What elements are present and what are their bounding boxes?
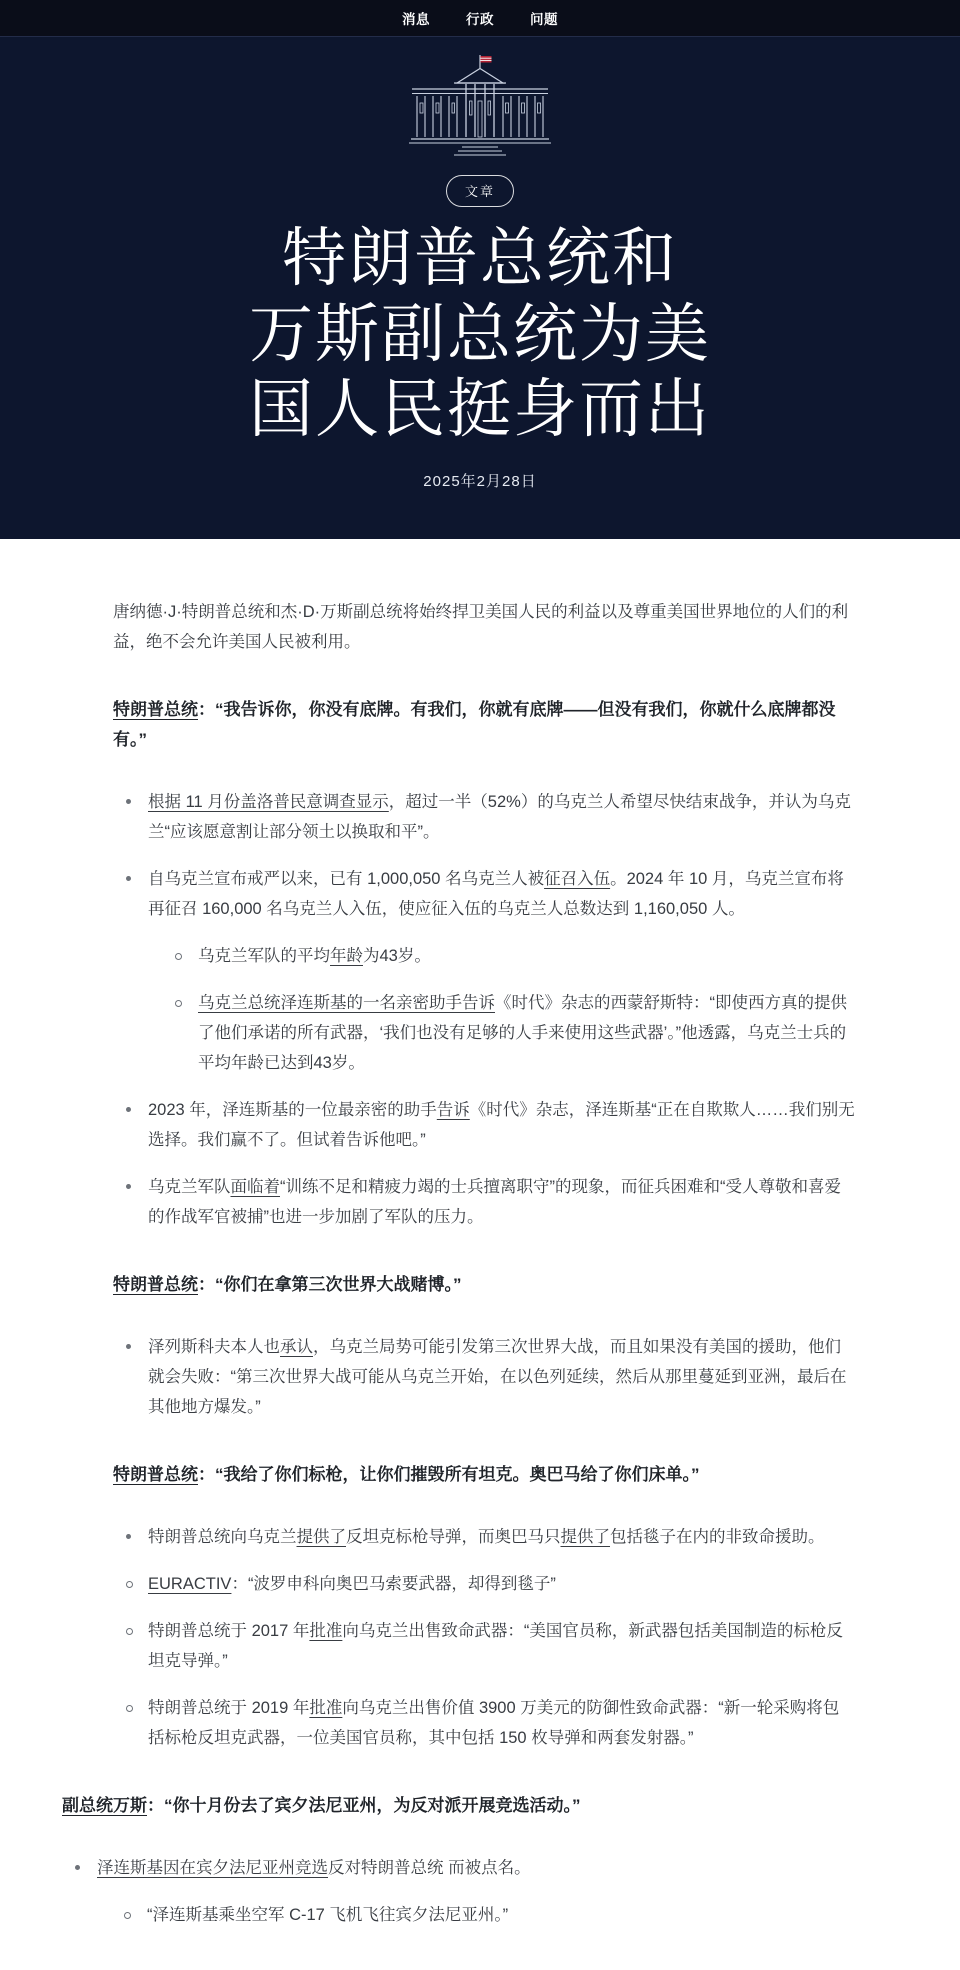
- section-heading: [113, 1460, 855, 1490]
- inline-link[interactable]: 提供了: [560, 1527, 610, 1546]
- text-segment: 乌克兰军队: [148, 1177, 231, 1196]
- heading-quote: ：“我告诉你，你没有底牌。有我们，你就有底牌——但没有我们，你就什么底牌都没有。”: [113, 699, 836, 749]
- whitehouse-logo-icon[interactable]: [400, 53, 560, 161]
- inline-link[interactable]: EURACTIV: [148, 1574, 232, 1593]
- text-segment: 自乌克兰宣布戒严以来，已有 1,000,050 名乌克兰人被: [148, 869, 545, 888]
- text-segment: 包括毯子在内的非致命援助。: [610, 1527, 825, 1546]
- publish-date: 2025年2月28日: [423, 472, 537, 490]
- list-item: [113, 787, 855, 847]
- text-segment: 2023 年，泽连斯基的一位最亲密的助手: [148, 1100, 437, 1119]
- inline-link[interactable]: 批准: [309, 1698, 343, 1717]
- article-type-badge: 文章: [446, 175, 514, 207]
- article-hero: [0, 37, 960, 539]
- text-segment: 《时代》杂志的西蒙舒斯特：“即使西方真的提供了他们承诺的所有武器，‘我们也没有足够的人手来使用这些武器’。”他透露，乌克兰士兵的平均年龄已达到43岁。: [198, 993, 847, 1072]
- text-segment: “泽连斯基乘坐空军 C-17 飞机飞往宾夕法尼亚州。”: [147, 1905, 509, 1924]
- list-item: [113, 988, 855, 1078]
- heading-quote: ：“你十月份去了宾夕法尼亚州，为反对派开展竞选活动。”: [147, 1795, 581, 1815]
- list-item: [113, 1616, 855, 1676]
- inline-link[interactable]: 年龄: [330, 946, 363, 965]
- text-segment: 特朗普总统于 2017 年: [148, 1621, 310, 1640]
- article-section: [62, 1791, 855, 1930]
- article-body: [0, 539, 960, 1970]
- text-segment: 乌克兰军队的平均: [198, 946, 330, 965]
- bullet-list: [113, 787, 855, 1232]
- inline-link[interactable]: 泽连斯基因在宾夕法尼亚州竞选: [97, 1858, 328, 1877]
- speaker-name: 特朗普总统: [113, 1464, 198, 1484]
- inline-link[interactable]: 面临着: [230, 1177, 280, 1196]
- inline-link[interactable]: 乌克兰总统泽连斯基的一名亲密助手告诉: [198, 993, 495, 1012]
- nav-item-administration[interactable]: 行政: [466, 12, 494, 27]
- inline-link[interactable]: 提供了: [296, 1527, 346, 1546]
- article-section: [113, 695, 855, 1232]
- bullet-list: [62, 1853, 855, 1930]
- bullet-list: [113, 1522, 855, 1753]
- text-segment: 向乌克兰出售价值 3900 万美元的防御性致命武器：“新一轮采购将包括标枪反坦克武器，一位美国官员称，其中包括 150 枚导弹和两套发射器。”: [148, 1698, 840, 1747]
- speaker-name: 副总统万斯: [62, 1795, 147, 1815]
- title-line-2: 万斯副总统为美: [249, 298, 711, 370]
- text-segment: 为43岁。: [363, 946, 431, 965]
- inline-link[interactable]: 批准: [309, 1621, 343, 1640]
- intro-paragraph: 唐纳德·J·特朗普总统和杰·D·万斯副总统将始终捍卫美国人民的利益以及尊重美国世界地位的人们的利益，绝不会允许美国人民被利用。: [113, 602, 849, 651]
- list-item: [113, 941, 855, 971]
- section-heading: [62, 1791, 855, 1821]
- text-segment: 特朗普总统于 2019 年: [148, 1698, 310, 1717]
- site-header: [0, 0, 960, 539]
- speaker-name: 特朗普总统: [113, 1274, 198, 1294]
- list-item: [113, 864, 855, 924]
- article-sections: [62, 695, 855, 1930]
- section-heading: [113, 1270, 855, 1300]
- inline-link[interactable]: 承认: [280, 1337, 313, 1356]
- list-item: [113, 1569, 855, 1599]
- nav-item-issues[interactable]: 问题: [530, 12, 558, 27]
- title-line-3: 国人民挺身而出: [249, 374, 711, 446]
- article-section: [113, 1270, 855, 1422]
- top-navigation: [0, 0, 960, 37]
- page-title: [40, 221, 920, 448]
- inline-link[interactable]: 告诉: [436, 1100, 470, 1119]
- text-segment: 。2024 年 10 月，乌克兰宣布将再征召 160,000 名乌克兰人入伍，使应征入伍的乌克兰人总数达到 1,160,050 人。: [148, 869, 844, 918]
- list-item: [113, 1522, 855, 1552]
- text-segment: 向乌克兰出售致命武器：“美国官员称，新武器包括美国制造的标枪反坦克导弹。”: [148, 1621, 843, 1670]
- text-segment: ，乌克兰局势可能引发第三次世界大战，而且如果没有美国的援助，他们就会失败：“第三次世界大战可能从乌克兰开始，在以色列延续，然后从那里蔓延到亚洲，最后在其他地方爆发。”: [148, 1337, 847, 1416]
- inline-link[interactable]: 根据 11 月份盖洛普民意调查显示: [148, 792, 389, 811]
- list-item: [113, 1172, 855, 1232]
- list-item: [62, 1900, 855, 1930]
- inline-link[interactable]: 征召入伍: [544, 869, 611, 888]
- title-line-1: 特朗普总统和: [282, 223, 678, 294]
- text-segment: 反坦克标枪导弹，而奥巴马只: [346, 1527, 561, 1546]
- list-item: [113, 1095, 855, 1155]
- list-item: [62, 1853, 855, 1883]
- speaker-name: 特朗普总统: [113, 699, 198, 719]
- bullet-list: [113, 1332, 855, 1422]
- text-segment: 特朗普总统向乌克兰: [148, 1527, 297, 1546]
- list-item: [113, 1332, 855, 1422]
- text-segment: “训练不足和精疲力竭的士兵擅离职守”的现象，而征兵困难和“受人尊敬和喜爱的作战军官被捕”也进一步加剧了军队的压力。: [148, 1177, 841, 1226]
- article-section: [113, 1460, 855, 1753]
- flag-icon: [481, 56, 492, 63]
- heading-quote: ：“你们在拿第三次世界大战赌博。”: [198, 1274, 462, 1294]
- text-segment: 反对特朗普总统 而被点名。: [328, 1858, 531, 1877]
- text-segment: ，超过一半（52%）的乌克兰人希望尽快结束战争，并认为乌克兰“应该愿意割让部分领土以换取和平”。: [148, 792, 851, 841]
- list-item: [113, 1693, 855, 1753]
- nav-item-news[interactable]: 消息: [402, 12, 430, 27]
- heading-quote: ：“我给了你们标枪，让你们摧毁所有坦克。奥巴马给了你们床单。”: [198, 1464, 700, 1484]
- text-segment: ：“波罗申科向奥巴马索要武器，却得到毯子”: [231, 1574, 556, 1593]
- text-segment: 泽列斯科夫本人也: [148, 1337, 280, 1356]
- section-heading: [113, 695, 855, 755]
- text-segment: 《时代》杂志，泽连斯基“正在自欺欺人……我们别无选择。我们赢不了。但试着告诉他吧。”: [148, 1100, 855, 1149]
